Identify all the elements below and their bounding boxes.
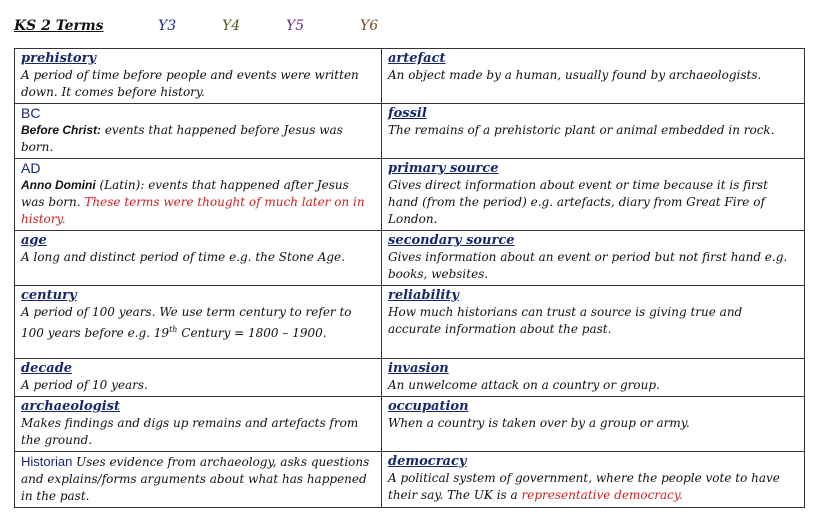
year-label-y5: Y5 bbox=[286, 18, 305, 34]
term-cell bbox=[15, 286, 382, 359]
term-democracy: democracy bbox=[388, 454, 467, 469]
term-definition: A political system of government, where the people vote to have their say. The UK is a bbox=[388, 471, 780, 502]
term-definition: A long and distinct period of time e.g. bbox=[21, 250, 256, 264]
term-cell bbox=[15, 397, 382, 452]
table-row bbox=[15, 286, 805, 359]
term-cell bbox=[15, 231, 382, 286]
red-note: These terms were thought of much later on in history. bbox=[21, 195, 365, 226]
term-cell bbox=[382, 286, 805, 359]
term-cell bbox=[382, 359, 805, 397]
year-label-y3: Y3 bbox=[158, 18, 177, 34]
term-invasion: invasion bbox=[388, 361, 449, 376]
term-fossil: fossil bbox=[388, 106, 427, 121]
term-definition: An object made by a human, usually found by archaeologists. bbox=[388, 68, 762, 82]
term-expansion: Before Christ: bbox=[21, 123, 102, 137]
table-row bbox=[15, 104, 805, 159]
term-example: the Stone Age. bbox=[255, 250, 345, 264]
term-cell bbox=[382, 231, 805, 286]
term-cell bbox=[15, 359, 382, 397]
term-cell bbox=[15, 104, 382, 159]
term-definition: A period of 10 years. bbox=[21, 378, 148, 392]
term-definition: Makes findings and digs up remains and artefacts from the ground. bbox=[21, 416, 359, 447]
term-cell bbox=[15, 49, 382, 104]
term-century: century bbox=[21, 288, 77, 303]
table-row bbox=[15, 359, 805, 397]
term-definition-cont: Century = 1800 – 1900. bbox=[177, 326, 327, 340]
table-row bbox=[15, 452, 805, 508]
term-definition: Uses evidence from archaeology, asks questions and explains/forms arguments about what has happened in the past. bbox=[21, 455, 370, 503]
term-reliability: reliability bbox=[388, 288, 459, 303]
page-header bbox=[14, 18, 804, 40]
term-definition: events that happened before Jesus was born. bbox=[21, 123, 343, 154]
term-expansion: Anno Domini bbox=[21, 178, 96, 192]
term-example: artefacts, diary from Great Fire of London. bbox=[388, 195, 765, 226]
year-label-y4: Y4 bbox=[222, 18, 241, 34]
page-title: KS 2 Terms bbox=[14, 18, 104, 34]
term-definition: How much historians can trust a source is giving true and accurate information about the past. bbox=[388, 305, 743, 336]
term-cell bbox=[382, 159, 805, 231]
ordinal-suffix: th bbox=[169, 325, 178, 334]
term-secondary-source: secondary source bbox=[388, 233, 515, 248]
term-bc: BC bbox=[21, 105, 41, 121]
term-definition: Gives direct information about event or time because it is first hand (from the period) e.g. bbox=[388, 178, 768, 209]
table-row bbox=[15, 231, 805, 286]
term-historian: Historian bbox=[21, 454, 73, 469]
term-cell bbox=[15, 159, 382, 231]
term-definition: Gives information about an event or period but not first hand e.g. bbox=[388, 250, 788, 264]
term-prehistory: prehistory bbox=[21, 51, 96, 66]
term-occupation: occupation bbox=[388, 399, 469, 414]
table-row bbox=[15, 159, 805, 231]
term-cell bbox=[382, 397, 805, 452]
term-cell bbox=[382, 49, 805, 104]
term-definition: (Latin): events that happened after Jesus was born. bbox=[21, 178, 349, 209]
term-definition: When a country is taken over by a group or army. bbox=[388, 416, 690, 430]
terms-table bbox=[14, 48, 805, 508]
term-archaeologist: archaeologist bbox=[21, 399, 120, 414]
term-cell bbox=[382, 104, 805, 159]
term-definition: A period of 100 years. We use term century to refer to 100 years before e.g. bbox=[21, 305, 352, 340]
red-note: representative democracy. bbox=[521, 488, 683, 502]
term-cell bbox=[15, 452, 382, 508]
term-definition: A period of time before people and events were written down. It comes before history. bbox=[21, 68, 359, 99]
term-artefact: artefact bbox=[388, 51, 446, 66]
term-primary-source: primary source bbox=[388, 161, 499, 176]
term-ad: AD bbox=[21, 160, 41, 176]
table-row bbox=[15, 49, 805, 104]
term-definition: The remains of a prehistoric plant or animal embedded in rock. bbox=[388, 123, 775, 137]
ordinal-number: 19 bbox=[153, 326, 170, 340]
table-row bbox=[15, 397, 805, 452]
term-decade: decade bbox=[21, 361, 73, 376]
term-example: books, websites. bbox=[388, 267, 489, 281]
term-age: age bbox=[21, 233, 47, 248]
year-label-y6: Y6 bbox=[360, 18, 379, 34]
term-definition: An unwelcome attack on a country or group. bbox=[388, 378, 660, 392]
term-cell bbox=[382, 452, 805, 508]
